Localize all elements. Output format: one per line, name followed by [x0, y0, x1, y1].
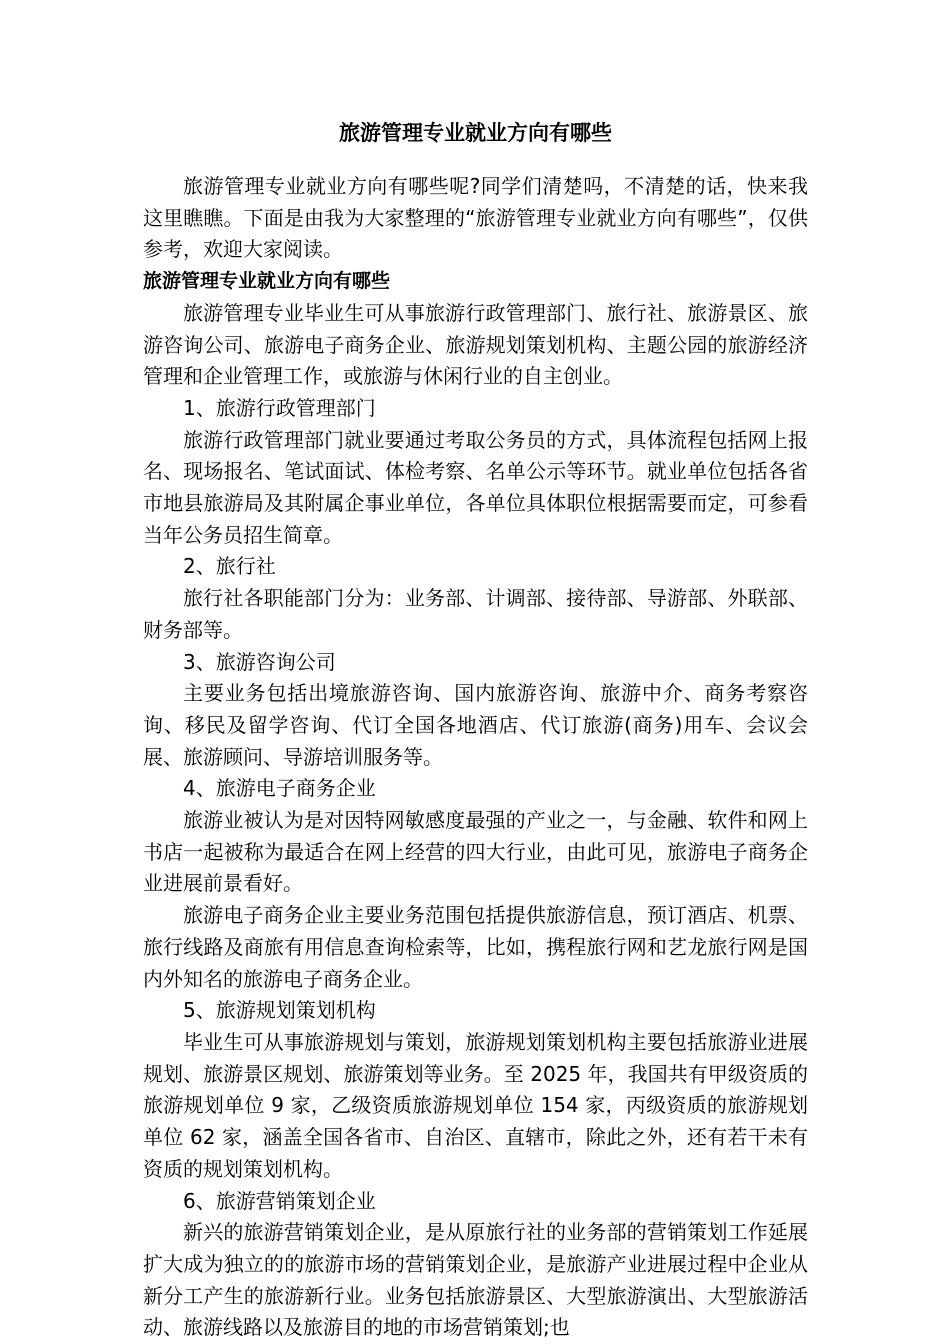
section-4-paragraph-2: 旅游电子商务企业主要业务范围包括提供旅游信息，预订酒店、机票、旅行线路及商旅有用信息查询检索等，比如，携程旅行网和艺龙旅行网是国内外知名的旅游电子商务企业。: [143, 903, 808, 991]
section-4-title: 4、旅游电子商务企业: [183, 776, 376, 801]
section-6-paragraph: 新兴的旅游营销策划企业，是从原旅行社的业务部的营销策划工作延展扩大成为独立的的旅游市场的营销策划企业，是旅游产业进展过程中企业从新分工产生的旅游新行业。业务包括旅游景区、大型旅游演出、大型旅游活动、旅游线路以及旅游目的地的市场营销策划;也: [143, 1220, 808, 1340]
section-6-title: 6、旅游营销策划企业: [183, 1188, 376, 1213]
section-3-paragraph: 主要业务包括出境旅游咨询、国内旅游咨询、旅游中介、商务考察咨询、移民及留学咨询、代订全国各地酒店、代订旅游(商务)用车、会议会展、旅游顾问、导游培训服务等。: [143, 681, 808, 769]
section-heading: 旅游管理专业就业方向有哪些: [143, 270, 391, 293]
section-1-title: 1、旅游行政管理部门: [183, 395, 376, 420]
section-3-title: 3、旅游咨询公司: [183, 649, 336, 674]
document-title: 旅游管理专业就业方向有哪些: [339, 121, 612, 145]
section-2-title: 2、旅行社: [183, 554, 276, 579]
section-5-title: 5、旅游规划策划机构: [183, 998, 376, 1023]
document-page: [143, 113, 808, 1344]
section-2-paragraph: 旅行社各职能部门分为：业务部、计调部、接待部、导游部、外联部、财务部等。: [143, 586, 808, 642]
overview-paragraph: 旅游管理专业毕业生可从事旅游行政管理部门、旅行社、旅游景区、旅游咨询公司、旅游电子商务企业、旅游规划策划机构、主题公园的旅游经济管理和企业管理工作，或旅游与休闲行业的自主创业。: [143, 300, 808, 389]
section-1-paragraph: 旅游行政管理部门就业要通过考取公务员的方式，具体流程包括网上报名、现场报名、笔试面试、体检考察、名单公示等环节。就业单位包括各省市地县旅游局及其附属企事业单位，各单位具体职位根据需要而定，可参看当年公务员招生简章。: [143, 427, 808, 547]
section-5-paragraph: 毕业生可从事旅游规划与策划，旅游规划策划机构主要包括旅游业进展规划、旅游景区规划、旅游策划等业务。至 2025 年，我国共有甲级资质的旅游规划单位 9 家，乙级资质旅游规划单位 154 家，丙级资质的旅游规划单位 62 家，涵盖全国各省市、自治区、直辖市，除此之外，还有若干未有资质的规划策划机构。: [143, 1029, 808, 1181]
section-4-paragraph-1: 旅游业被认为是对因特网敏感度最强的产业之一，与金融、软件和网上书店一起被称为最适合在网上经营的四大行业，由此可见，旅游电子商务企业进展前景看好。: [143, 808, 808, 896]
intro-paragraph: 旅游管理专业就业方向有哪些呢?同学们清楚吗，不清楚的话，快来我这里瞧瞧。下面是由我为大家整理的“旅游管理专业就业方向有哪些”，仅供参考，欢迎大家阅读。: [143, 174, 808, 262]
